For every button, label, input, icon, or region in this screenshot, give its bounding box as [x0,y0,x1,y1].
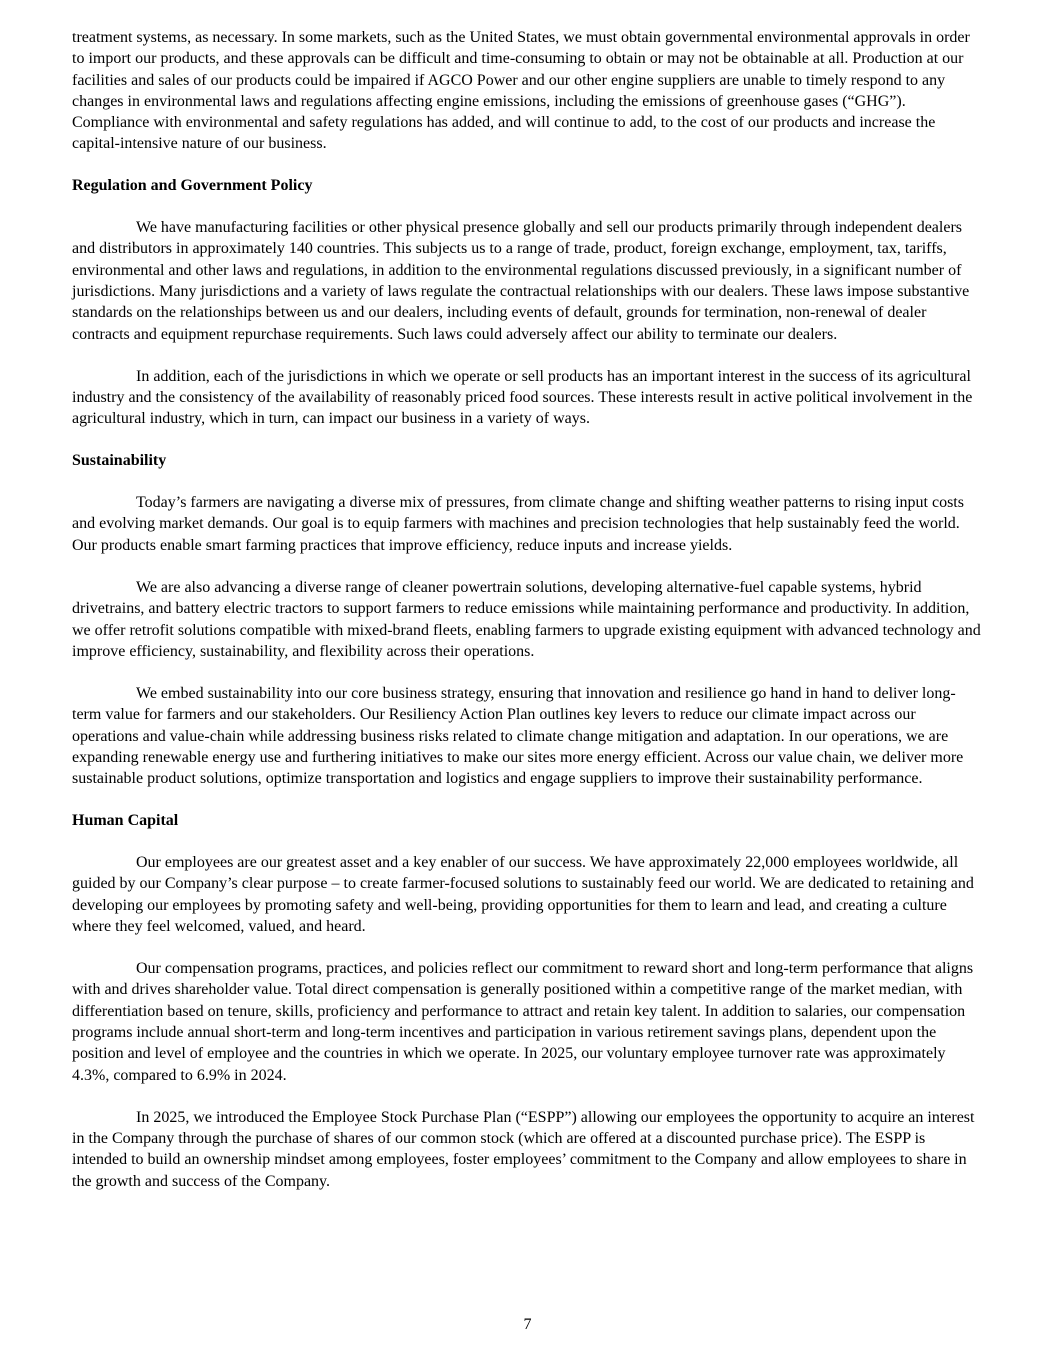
heading-sustainability: Sustainability [72,451,167,469]
human-capital-paragraph-2: Our compensation programs, practices, and policies reflect our commitment to reward short and long-term performance that aligns with and drives shareholder value. Total direct compensation is generally positioned within a competitive range of the market median, with differentiation based on tenure, skills, proficiency and performance to attract and retain key talent. In addition to salaries, our compensation programs include annual short-term and long-term incentives and participation in various retirement savings plans, dependent upon the position and level of employee and the countries in which we operate. In 2025, our voluntary employee turnover rate was approximately 4.3%, compared to 6.9% in 2024. [72,960,974,1084]
heading-human-capital: Human Capital [72,811,179,829]
page-number: 7 [523,1316,532,1333]
environmental-paragraph-continuation: treatment systems, as necessary. In some markets, such as the United States, we must obtain governmental environmental approvals in order to import our products, and these approvals can be difficult and time-consuming to obtain or may not be obtainable at all. Production at our facilities and sales of our products could be impaired if AGCO Power and our other engine suppliers are unable to timely respond to any changes in environmental laws and regulations affecting engine emissions, including the emissions of greenhouse gases (“GHG”). Compliance with environmental and safety regulations has added, and will continue to add, to the cost of our products and increase the capital-intensive nature of our business. [72,29,970,153]
sustainability-paragraph-3: We embed sustainability into our core business strategy, ensuring that innovation and resilience go hand in hand to deliver long-term value for farmers and our stakeholders. Our Resiliency Action Plan outlines key levers to reduce our climate impact across our operations and value-chain while addressing business risks related to climate change mitigation and adaptation. In our operations, we are expanding renewable energy use and furthering initiatives to make our sites more energy efficient. Across our value chain, we deliver more sustainable product solutions, optimize transportation and logistics and engage suppliers to improve their sustainability performance. [72,685,964,788]
regulation-paragraph-1: We have manufacturing facilities or other physical presence globally and sell our products primarily through independent dealers and distributors in approximately 140 countries. This subjects us to a range of trade, product, foreign exchange, employment, tax, tariffs, environmental and other laws and regulations, in addition to the environmental regulations discussed previously, in a significant number of jurisdictions. Many jurisdictions and a variety of laws regulate the contractual relationships with our dealers. These laws impose substantive standards on the relationships between us and our dealers, including events of default, grounds for termination, non-renewal of dealer contracts and equipment repurchase requirements. Such laws could adversely affect our ability to terminate our dealers. [72,219,970,343]
heading-regulation-and-government-policy: Regulation and Government Policy [72,176,313,194]
human-capital-paragraph-1: Our employees are our greatest asset and a key enabler of our success. We have approximately 22,000 employees worldwide, all guided by our Company’s clear purpose – to create farmer-focused solutions to sustainably feed our world. We are dedicated to retaining and developing our employees by promoting safety and well-being, providing opportunities for them to learn and lead, and creating a culture where they feel welcomed, valued, and heard. [72,853,974,935]
regulation-paragraph-2: In addition, each of the jurisdictions in which we operate or sell products has an important interest in the success of its agricultural industry and the consistency of the availability of reasonably priced food sources. These interests result in active political involvement in the agricultural industry, which in turn, can impact our business in a variety of ways. [72,367,973,428]
sustainability-paragraph-2: We are also advancing a diverse range of cleaner powertrain solutions, developing alternative-fuel capable systems, hybrid drivetrains, and battery electric tractors to support farmers to reduce emissions while maintaining performance and productivity. In addition, we offer retrofit solutions compatible with mixed-brand fleets, enabling farmers to upgrade existing equipment with advanced technology and improve efficiency, sustainability, and flexibility across their operations. [72,578,981,660]
human-capital-paragraph-3: In 2025, we introduced the Employee Stock Purchase Plan (“ESPP”) allowing our employees the opportunity to acquire an interest in the Company through the purchase of shares of our common stock (which are offered at a discounted purchase price). The ESPP is intended to build an ownership mindset among employees, foster employees’ commitment to the Company and allow employees to share in the growth and success of the Company. [72,1108,975,1190]
document-page [72,27,982,1192]
sustainability-paragraph-1: Today’s farmers are navigating a diverse mix of pressures, from climate change and shifting weather patterns to rising input costs and evolving market demands. Our goal is to equip farmers with machines and precision technologies that help sustainably feed the world. Our products enable smart farming practices that improve efficiency, reduce inputs and increase yields. [72,494,964,554]
